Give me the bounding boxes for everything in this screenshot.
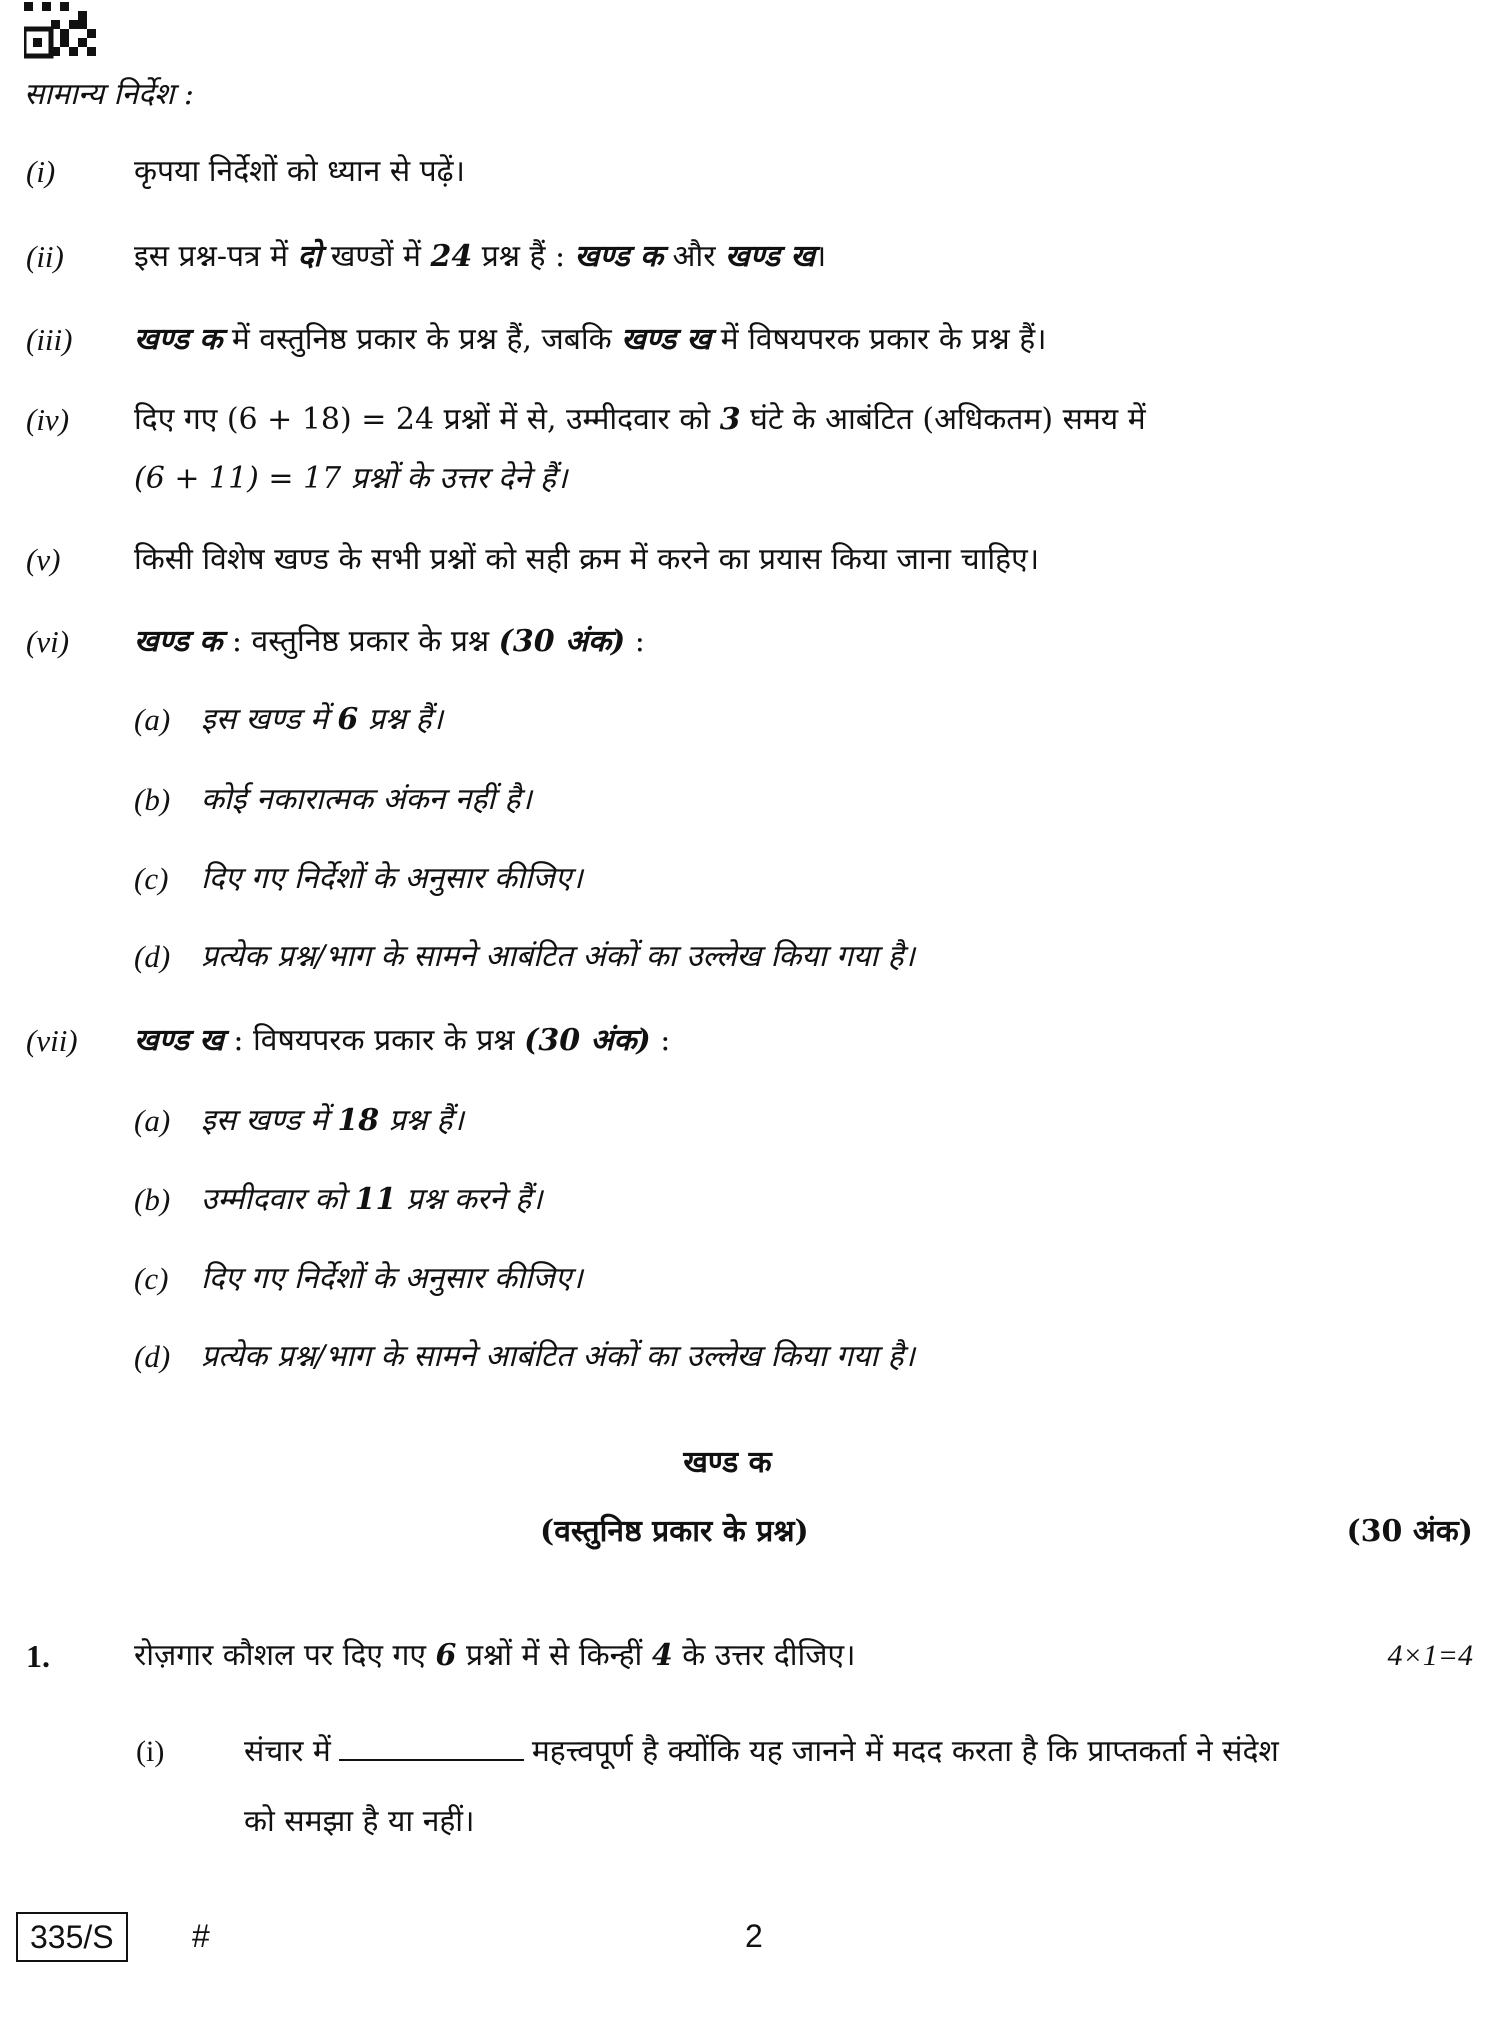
page-number: 2 [745,1918,763,1954]
text-segment: घंटे के आबंटित (अधिकतम) समय में [740,402,1146,437]
text-segment: दिए गए (6 + 18) = 24 प्रश्नों में से, उम्मीदवार को [134,402,720,437]
text-segment: में विषयपरक प्रकार के प्रश्न हैं। [711,322,1047,357]
text-segment: में वस्तुनिष्ठ प्रकार के प्रश्न हैं, जबकि [222,322,622,357]
text-segment: इस खण्ड में [201,1103,338,1138]
item-label: (a) [134,1103,171,1138]
item-label: (vii) [26,1023,78,1058]
instruction-text [201,937,915,977]
text-segment: दो [297,239,322,274]
instruction-text [201,1101,464,1141]
item-label: (b) [134,1182,171,1217]
text-segment: खण्ड ख [621,322,712,357]
text-segment: (30 अंक) [498,624,626,659]
question-n1: 6 [435,1638,457,1673]
text-segment: खण्ड क [574,239,663,274]
instruction-text [134,237,826,277]
question-n2: 4 [651,1638,673,1673]
item-label: (a) [134,702,171,737]
subquestion-text-b: महत्त्वपूर्ण है क्योंकि यह जानने में मदद करता है कि प्राप्तकर्ता ने संदेश [531,1734,1279,1769]
text-segment: प्रत्येक प्रश्न/भाग के सामने आबंटित अंकों का उल्लेख किया गया है। [201,939,915,974]
section-marks: (30 अंक) [1346,1514,1473,1549]
text-segment: प्रश्न हैं। [358,702,443,737]
qr-code-icon [24,2,96,74]
general-instructions-heading: सामान्य निर्देश : [24,77,194,112]
text-segment: कोई नकारात्मक अंकन नहीं है। [201,782,532,817]
instruction-text [201,780,532,820]
instruction-text [201,1259,583,1299]
instruction-text [134,622,645,662]
instruction-text [201,1337,915,1377]
text-segment: प्रश्न करने हैं। [396,1182,543,1217]
item-label: (d) [134,939,171,974]
subquestion-text-a: संचार में [244,1734,331,1769]
question-text-c: के उत्तर दीजिए। [672,1638,856,1673]
text-segment: प्रश्न हैं। [379,1103,464,1138]
text-segment: 3 [719,402,741,437]
item-label: (i) [26,154,56,189]
item-label: (c) [134,1261,169,1296]
text-segment: : [650,1023,671,1058]
text-segment: दिए गए निर्देशों के अनुसार कीजिए। [201,861,583,896]
item-label: (c) [134,861,169,896]
question-marks: 4×1=4 [1387,1639,1473,1672]
instruction-text [201,1180,543,1220]
text-segment: : वस्तुनिष्ठ प्रकार के प्रश्न [222,624,499,659]
item-label: (iv) [26,402,70,437]
item-label: (vi) [26,624,70,659]
text-segment: दिए गए निर्देशों के अनुसार कीजिए। [201,1261,583,1296]
text-segment: खण्ड ख [134,1023,224,1058]
question-text-b: प्रश्नों में से किन्हीं [456,1638,652,1673]
text-segment: 24 [430,239,473,274]
instruction-text [134,540,1039,580]
text-segment: 18 [337,1103,380,1138]
instruction-text [201,859,583,899]
text-segment: : [625,624,645,659]
question-text-a: रोज़गार कौशल पर दिए गए [134,1638,436,1673]
question-number: 1. [26,1638,50,1674]
subquestion-text-cont: को समझा है या नहीं। [244,1804,475,1839]
text-segment: खण्ड क [134,624,223,659]
instruction-text [134,320,1047,360]
section-title-text: खण्ड क [683,1445,772,1480]
instruction-text [134,152,465,192]
subquestion-label: (i) [136,1735,165,1768]
text-segment: कृपया निर्देशों को ध्यान से पढ़ें। [134,154,465,189]
subquestion-text [244,1732,1279,1772]
instruction-text [134,400,1146,440]
text-segment: : विषयपरक प्रकार के प्रश्न [223,1023,525,1058]
text-segment: किसी विशेष खण्ड के सभी प्रश्नों को सही क्रम में करने का प्रयास किया जाना चाहिए। [134,542,1040,577]
text-segment: । [814,239,827,274]
text-segment: इस खण्ड में [201,702,338,737]
text-segment: खण्डों में [321,239,431,274]
item-label: (d) [134,1339,171,1374]
item-label: (ii) [26,239,64,274]
text-segment: और [663,239,726,274]
paper-code: 335/S [16,1912,128,1962]
item-label: (iii) [26,322,73,357]
text-segment: खण्ड क [134,322,223,357]
item-label: (v) [26,542,61,577]
instruction-text [201,700,443,740]
fill-in-blank [339,1733,524,1761]
instruction-text [134,1021,670,1061]
section-subtitle: (वस्तुनिष्ठ प्रकार के प्रश्न) [540,1514,809,1549]
question-text [134,1636,856,1676]
item-label: (b) [134,782,171,817]
text-segment: (30 अंक) [524,1023,651,1058]
text-segment: इस प्रश्न-पत्र में [134,239,298,274]
text-segment: उम्मीदवार को [201,1182,355,1217]
section-title [0,1443,1505,1483]
text-segment: 11 [354,1182,397,1217]
instruction-text-cont: (6 + 11) = 17 प्रश्नों के उत्तर देने हैं। [134,461,568,496]
text-segment: 6 [337,702,359,737]
text-segment: प्रत्येक प्रश्न/भाग के सामने आबंटित अंकों का उल्लेख किया गया है। [201,1339,915,1374]
text-segment: खण्ड ख [725,239,815,274]
footer-hash: # [192,1918,210,1954]
text-segment: प्रश्न हैं : [472,239,575,274]
